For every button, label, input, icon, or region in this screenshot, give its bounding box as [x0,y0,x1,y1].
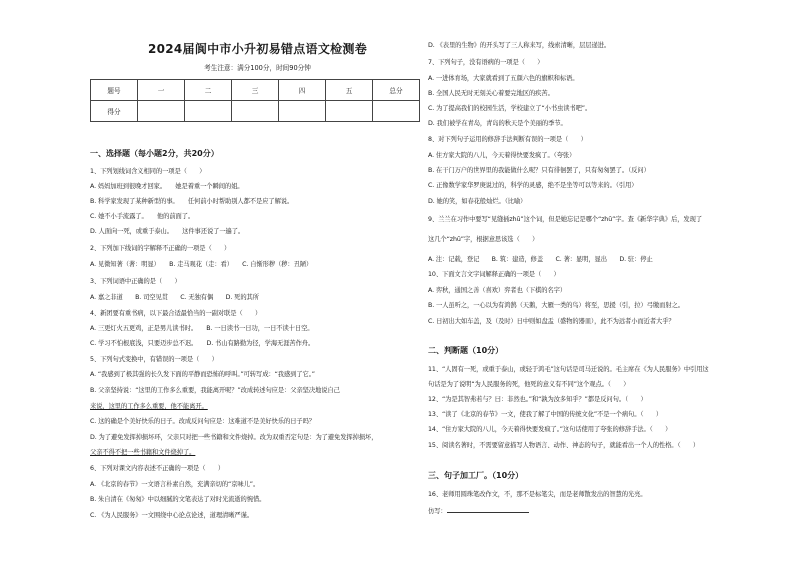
question-line: A. 嘉之非道 B. 司空见贯 C. 无独有偶 D. 死的其所 [90,294,259,301]
question-line: B. 在干门万户的世界里的我能做什么呢？只有徘徊罢了，只有匆匆罢了。（反问） [428,167,650,174]
question-line: D. 《表里的生物》的开头写了三人称来写，线索清晰，层层递进。 [428,42,611,49]
score-cell[interactable] [185,101,232,122]
exam-notice: 考生注意：满分100分，时间90分钟 [204,64,311,72]
section-heading-sentence: 三、句子加工厂。（10分） [428,471,524,480]
score-header-cell: 三 [232,80,279,101]
answer-label: 仿写： [428,508,447,515]
question-line: 3、下列词语中正确的是（ ） [90,278,181,285]
question-line: A. 妈妈加班到很晚才回家。 她是着重一个瞬间的姐。 [90,183,244,190]
question-line: A. “我感到了极其强的长久发下面的平静而恐怖的呼叫。”可转写成：“我感到了它。” [90,371,315,378]
score-header-cell: 题号 [91,80,138,101]
score-table-header-row [91,80,420,101]
score-cell[interactable] [138,101,185,122]
question-line: C. 正像数学家华罗庚说过的，科学的灵感，绝不是坐等可以等来的。（引用） [428,182,638,189]
question-line: C. 为了提高我们的校园生活，学校建立了“小书虫读书吧”。 [428,105,592,112]
question-line: 来说，这里的工作多么重要，他不能离开。 [90,403,208,410]
question-line: A. 《北京的春节》一文语言朴素自然，充满亲切的“京味儿”。 [90,481,260,488]
question-line: 9、兰兰在习作中要写“见缝插zhū”这个词，但是她忘记是哪个“zhū”字。查《新华字典》后，发现了 [428,216,703,223]
question-line: B. 父亲坚持说：“这里的工作多么重要，我能离开呢？”改成转述句应是：父亲坚决地说自己 [90,387,340,394]
question-line: A. 注：记载，登记 B. 筑：建造，修盖 C. 著：显明，显出 D. 驻：停止 [428,256,653,263]
question-line: A. 住方家大院的八儿，今天着得快要发疯了。（夸张） [428,152,576,159]
question-line: B. 全国人民无时无刻关心着要完地区的疾苦。 [428,90,554,97]
question-line: A. 见微知著（著：明显） B. 走马观花（走：看） C. 自惭形秽（秽：丑陋） [90,261,313,268]
score-cell[interactable] [232,101,279,122]
question-line: 4、新团要有重书病，以下最合适最恰当的一副对联是（ ） [90,310,262,317]
score-header-cell: 总分 [373,80,420,101]
question-line: 10、下面文言文字词解释正确的一项是（ ） [428,271,560,278]
score-cell[interactable] [279,101,326,122]
score-header-cell: 四 [279,80,326,101]
question-line: C. 《为人民服务》一文围绕中心论点论述，道理清晰严谨。 [90,512,254,519]
score-cell[interactable] [326,101,373,122]
question-line: B. 朱自清在《匆匆》中以细腻的文笔表达了对时光流逝的惋惜。 [90,496,266,503]
question-line: C. 学习不怕根底浅，只要迈步总不迟。 D. 书山有路勤为径，学海无涯苦作舟。 [90,340,315,347]
question-line: 16、老师用圆珠笔改作文，不，那不是标笔尖，而是老师散发出的智慧的光亮。 [428,491,647,498]
question-line: A. 三更灯火五更鸡，正是男儿读书时。 B. 一日读书一日功，一日不读十日空。 [90,325,314,332]
score-table-score-row [91,101,420,122]
question-line: 这几个“zhū”字，根据意思该选（ ） [428,236,539,243]
score-row-label: 得分 [91,101,138,122]
question-line: D. 为了避免发挥掉损坏环，父亲只对把一些书籍和文件烧掉。改为双重否定句是：为了避免发挥掉损坏， [90,434,378,441]
question-line: D. 人面向一死，或重于泰山。 这件事还说了一遍了。 [90,228,245,235]
question-line: 1、下列划线词含义相同的一项是（ ） [90,168,206,175]
question-line: A. 一进体育场，大家就看到了五颜六色的旗帜和标语。 [428,75,579,82]
question-line: 7、下列句子，没有语病的一项是（ ） [428,59,544,66]
question-line: 13、“读了《北京的春节》一文，使我了解了中国的传统文化”不是一个病句。（ ） [428,411,663,418]
question-line: 6、下列对课文内容表述不正确的一项是（ ） [90,465,225,472]
question-line: A. 弈秋，通国之善（喜欢）弈者也（下棋的名字） [428,287,567,294]
question-line: D. 我们被学在青岛，青岛的秋天是个美丽的季节。 [428,120,567,127]
question-line: D. 她的笑，如春花般灿烂。（比喻） [428,198,527,205]
question-line: 14、“住方家大院的八儿，今天着得快要发疯了。”这句话使用了夸张的修辞手法。（ ） [428,426,672,433]
score-header-cell: 五 [326,80,373,101]
question-line: 15、阅读名著时，不需要留意描写人物语言、动作、神态的句子，就能看出一个人的性格。（ ） [428,442,700,449]
score-header-cell: 二 [185,80,232,101]
question-line: 2、下列加下线词的字解释不正确的一项是（ ） [90,245,231,252]
score-table [90,79,420,122]
score-header-cell: 一 [138,80,185,101]
question-line: 11、“人固有一死，或重于泰山，或轻于鸿毛”这句话是司马迁说的。毛主席在《为人民服务》中引用这 [428,366,709,373]
score-cell[interactable] [373,101,420,122]
question-line: C. 这的确是个美好快乐的日子。改成反问句应是：这难道不是美好快乐的日子吗？ [90,418,315,425]
question-line: B. 科学家发现了某种新型的事。 任何前小时帮助别人都不是应了解说。 [90,198,294,205]
question-line: 5、下列句式变换中，有错误的一项是（ ） [90,356,218,363]
question-line: C. 日初出大如车盖，及（及时）日中则如盘盂（盛物的器皿），此不为远者小而近者大乎？ [428,318,675,325]
question-line: C. 她不小手流露了。 他的前面了。 [90,213,195,220]
question-line: 8、对下列句子运用的修辞手法判断有误的一项是（ ） [428,136,587,143]
question-line: 句话是为了说明“为人民服务的死，他死的意义有不同”这个观点。（ ） [428,381,630,388]
section-heading-judge: 二、判断题（10分） [428,346,504,355]
question-line: B. 一人虽听之，一心以为有鸿鹄（天鹅，大雁一类的鸟）将至，思援（引，拉）弓缴而射之。 [428,302,684,309]
question-line: 父亲不得不把一些书籍和文件烧掉了。 [90,449,196,456]
page-title: 2024届阆中市小升初易错点语文检测卷 [147,42,368,56]
question-line: 12、“为是其智弗若与？曰：非然也。”和“孰为汝多知乎？”都是反问句。（ ） [428,396,647,403]
answer-row [428,506,529,516]
answer-blank[interactable] [447,506,529,513]
section-heading-choice: 一、选择题（每小题2分，共20分） [90,149,219,158]
